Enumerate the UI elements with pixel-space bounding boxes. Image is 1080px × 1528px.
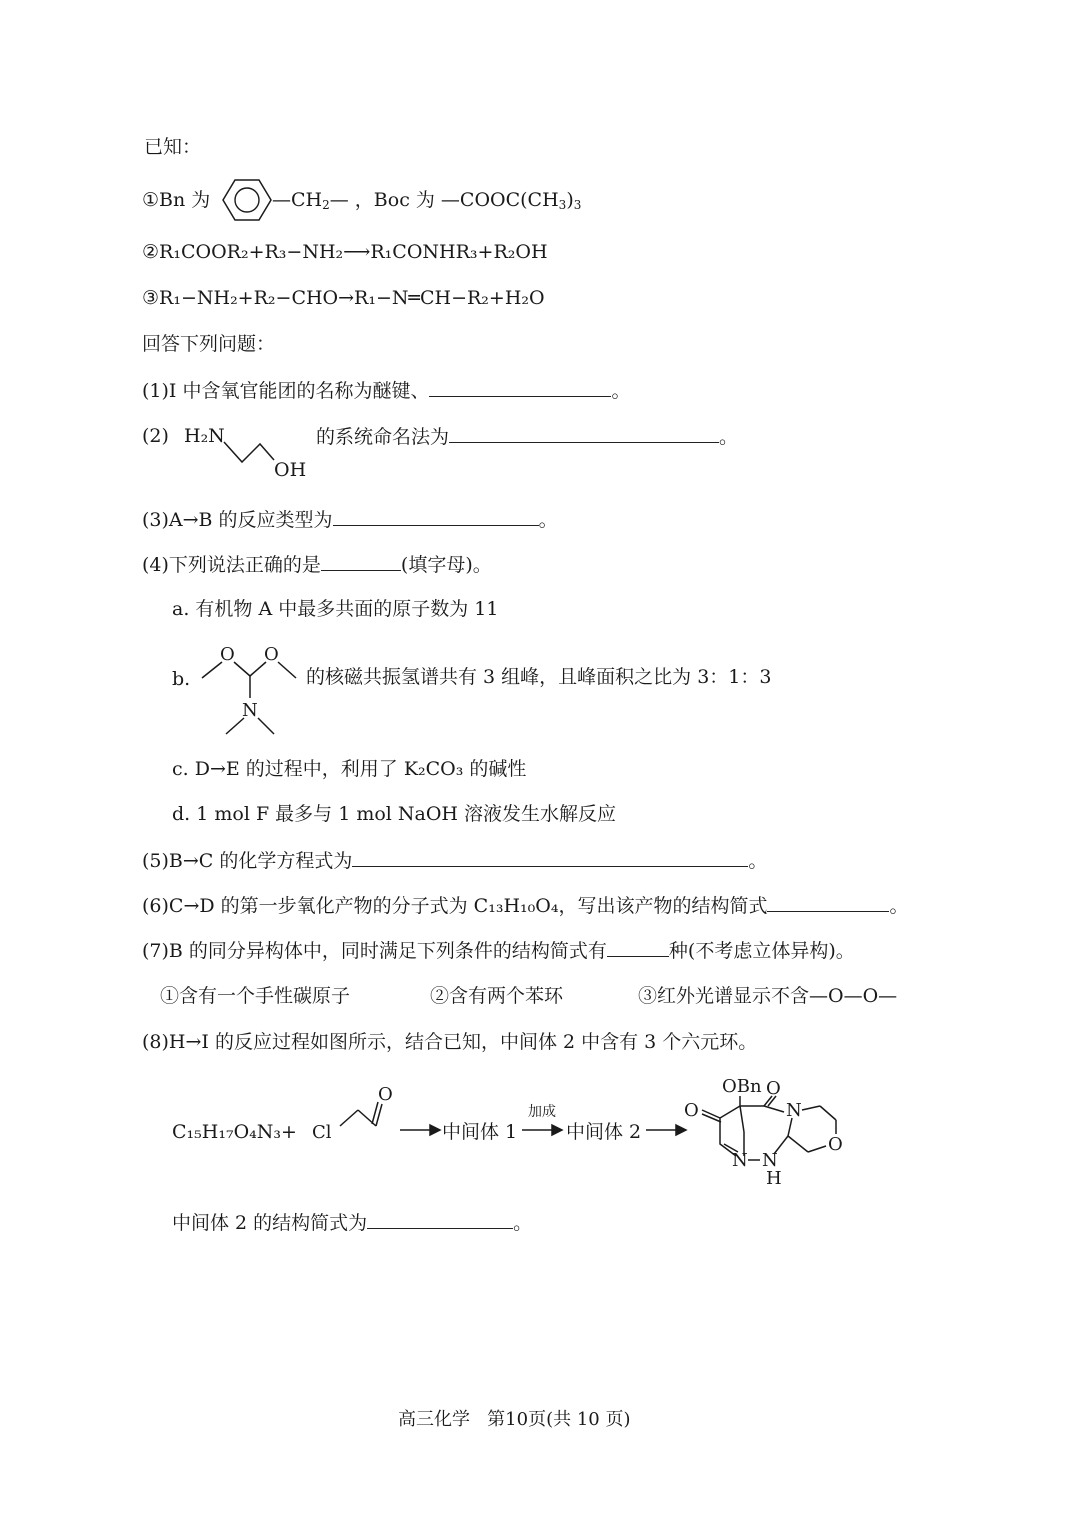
answer-blank-2[interactable]: [449, 424, 719, 443]
question-4: [142, 552, 492, 577]
condition-2: ②含有两个苯环: [430, 985, 564, 1007]
option-b-text: 的核磁共振氢谱共有 3 组峰，且峰面积之比为 3：1：3: [306, 666, 772, 688]
benzene-ring-icon: [222, 178, 274, 222]
intermediate-2: 中间体 2: [566, 1121, 642, 1143]
question-2-end: 。: [719, 426, 739, 448]
option-d: d. 1 mol F 最多与 1 mol NaOH 溶液发生水解反应: [172, 803, 617, 825]
question-5-end: 。: [748, 850, 768, 872]
question-1-text: (1)I 中含氧官能团的名称为醚键、: [142, 380, 430, 402]
known-1-ch2: —CH: [272, 189, 323, 211]
known-1-num: ①: [142, 189, 160, 211]
atom-obn: OBn: [722, 1076, 762, 1097]
option-c: c. D→E 的过程中，利用了 K₂CO₃ 的碱性: [172, 758, 527, 780]
option-b-label: b.: [172, 668, 191, 690]
aminoethanol-structure: [222, 440, 282, 466]
answer-blank-6[interactable]: [767, 893, 889, 912]
molecule-oh-label: OH: [274, 459, 307, 481]
question-2-text: 的系统命名法为: [316, 426, 450, 448]
known-item-1: [142, 188, 210, 212]
intermediate-1: 中间体 1: [442, 1121, 518, 1143]
option-a: a. 有机物 A 中最多共面的原子数为 11: [172, 598, 499, 620]
answer-blank-1[interactable]: [429, 378, 611, 397]
answer-blank-5[interactable]: [352, 848, 748, 867]
question-6: [142, 893, 908, 918]
atom-o-right: O: [264, 644, 279, 665]
answer-blank-3[interactable]: [333, 507, 539, 526]
known-heading: 已知：: [144, 136, 202, 158]
atom-n1: N: [732, 1150, 748, 1171]
question-5: [142, 848, 767, 873]
question-6-text: (6)C→D 的第一步氧化产物的分子式为 C₁₃H₁₀O₄，写出该产物的结构简式: [142, 895, 768, 917]
chloroacetaldehyde-structure: [310, 1082, 400, 1146]
known-1-rest: $—CH_2—$ ，Boc 为 $—COOC(CH_3)_3$: [272, 189, 582, 212]
question-3: [142, 507, 558, 532]
atom-cl: Cl: [312, 1122, 332, 1143]
condition-1: ①含有一个手性碳原子: [160, 985, 351, 1007]
question-3-end: 。: [538, 509, 558, 531]
answer-blank-7[interactable]: [607, 938, 669, 957]
question-7: [142, 938, 855, 963]
atom-n: N: [242, 700, 258, 721]
known-1-boc: — ，Boc 为 —COOC(CH: [329, 189, 559, 211]
question-5-text: (5)B→C 的化学方程式为: [142, 850, 353, 872]
question-4-text: (4)下列说法正确的是: [142, 554, 321, 576]
condition-3: ③红外光谱显示不含—O—O—: [638, 985, 898, 1007]
known-item-3: ③R₁−NH₂+R₂−CHO→R₁−N═CH−R₂+H₂O: [142, 287, 545, 309]
question-1-end: 。: [611, 380, 631, 402]
reaction-arrow-1: [400, 1124, 444, 1136]
known-1-close: ): [566, 189, 574, 211]
atom-n3: N: [786, 1100, 802, 1121]
answer-heading: 回答下列问题：: [142, 333, 276, 355]
question-8-end: 。: [513, 1212, 533, 1234]
question-7-text: (7)B 的同分异构体中，同时满足下列条件的结构简式有: [142, 940, 607, 962]
molecule-h2n-label: H₂N: [184, 425, 225, 447]
atom-o-ketone: O: [684, 1100, 699, 1121]
question-7-end: 种(不考虑立体异构)。: [668, 940, 855, 962]
addition-label: 加成: [528, 1104, 556, 1120]
question-1: [142, 378, 630, 403]
atom-o-ring: O: [828, 1134, 843, 1155]
question-8-ask: [172, 1210, 532, 1235]
page-footer: 高三化学 第10页(共 10 页): [398, 1409, 631, 1430]
dmf-dma-structure: [198, 640, 304, 740]
question-2: [316, 424, 738, 449]
question-2-num: (2): [142, 425, 169, 447]
answer-blank-4[interactable]: [321, 552, 401, 571]
question-6-end: 。: [889, 895, 909, 917]
atom-h: H: [766, 1168, 782, 1189]
question-4-end: (填字母)。: [400, 554, 492, 576]
reaction-arrow-2: [522, 1124, 566, 1136]
known-item-2: ②R₁COOR₂+R₃−NH₂⟶R₁CONHR₃+R₂OH: [142, 241, 548, 263]
atom-o-carbonyl: O: [766, 1078, 781, 1099]
atom-o-aldehyde: O: [378, 1084, 393, 1105]
known-1-bn: Bn 为: [159, 189, 211, 211]
question-8-ask-text: 中间体 2 的结构简式为: [172, 1212, 368, 1234]
atom-o-left: O: [220, 644, 235, 665]
question-8: (8)H→I 的反应过程如图所示，结合已知，中间体 2 中含有 3 个六元环。: [142, 1031, 758, 1053]
reactant-formula: C₁₅H₁₇O₄N₃+: [172, 1121, 297, 1143]
atom-n2: N: [762, 1150, 778, 1171]
answer-blank-8[interactable]: [367, 1210, 513, 1229]
product-structure: [680, 1070, 850, 1188]
question-3-text: (3)A→B 的反应类型为: [142, 509, 333, 531]
